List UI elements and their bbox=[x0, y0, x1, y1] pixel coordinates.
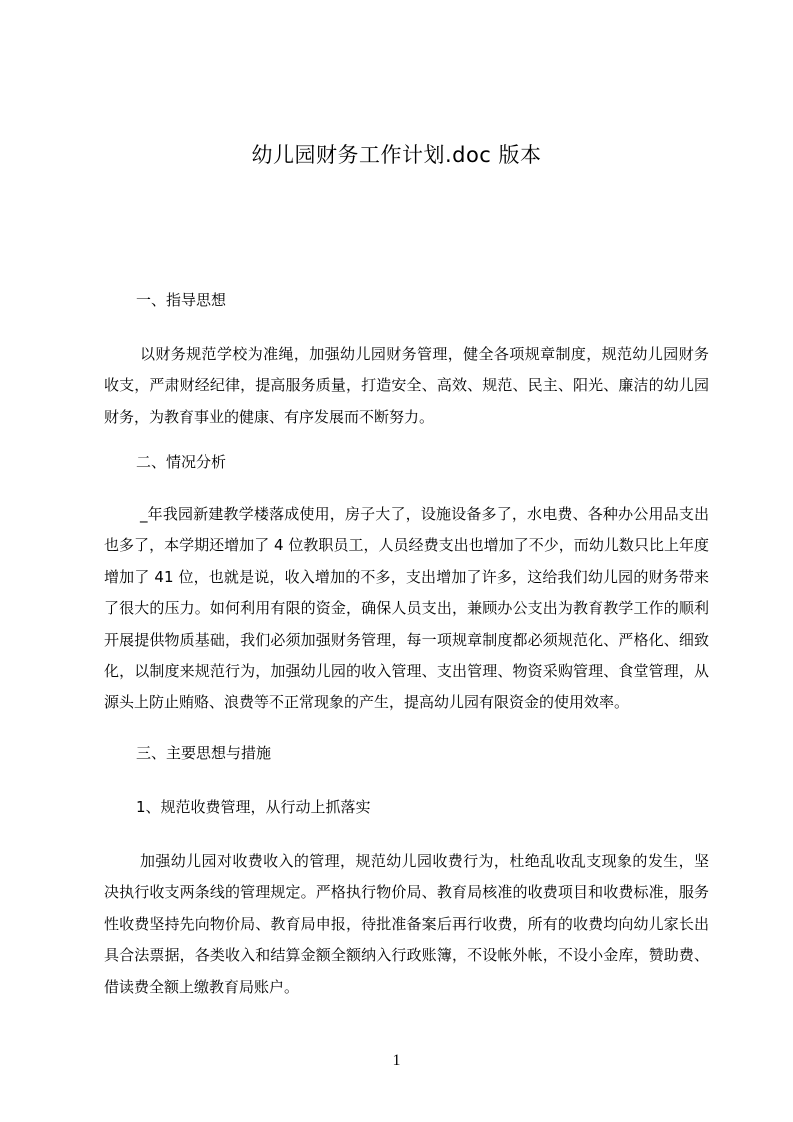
section-heading-main-measures: 三、主要思想与措施 bbox=[136, 744, 272, 762]
page-number: 1 bbox=[392, 1052, 401, 1069]
section-heading-guiding-thought: 一、指导思想 bbox=[136, 291, 227, 309]
section-heading-situation-analysis: 二、情况分析 bbox=[136, 453, 227, 471]
document-title: 幼儿园财务工作计划.doc 版本 bbox=[251, 143, 542, 167]
paragraph-guiding-thought: 以财务规范学校为准绳，加强幼儿园财务管理，健全各项规章制度，规范幼儿园财务收支，严肃财经纪律，提高服务质量，打造安全、高效、规范、民主、阳光、廉洁的幼儿园财务，为教育事业的健康、有序发展而不断努力。 bbox=[104, 345, 709, 426]
paragraph-fee-management: 加强幼儿园对收费收入的管理，规范幼儿园收费行为，杜绝乱收乱支现象的发生，坚决执行收支两条线的管理规定。严格执行物价局、教育局核准的收费项目和收费标准，服务性收费坚持先向物价局、教育局申报，待批准备案后再行收费，所有的收费均向幼儿家长出具合法票据，各类收入和结算金额全额纳入行政账簿，不设帐外帐，不设小金库，赞助费、借读费全额上缴教育局账户。 bbox=[104, 852, 709, 996]
subsection-heading-fee-management: 1、规范收费管理，从行动上抓落实 bbox=[136, 798, 371, 816]
paragraph-situation-analysis: _年我园新建教学楼落成使用，房子大了，设施设备多了，水电费、各种办公用品支出也多了，本学期还增加了 4 位教职员工，人员经费支出也增加了不少，而幼儿数只比上年度增加了 41 位，也就是说，收入增加的不多，支出增加了许多，这给我们幼儿园的财务带来了很大的压力。如何利用有限的资金，确保人员支出，兼顾办公支出为教育教学工作的顺利开展提供物质基础，我们必须加强财务管理，每一项规章制度都必须规范化、严格化、细致化，以制度来规范行为，加强幼儿园的收入管理、支出管理、物资采购管理、食堂管理，从源头上防止贿赂、浪费等不正常现象的产生，提高幼儿园有限资金的使用效率。 bbox=[104, 505, 709, 712]
